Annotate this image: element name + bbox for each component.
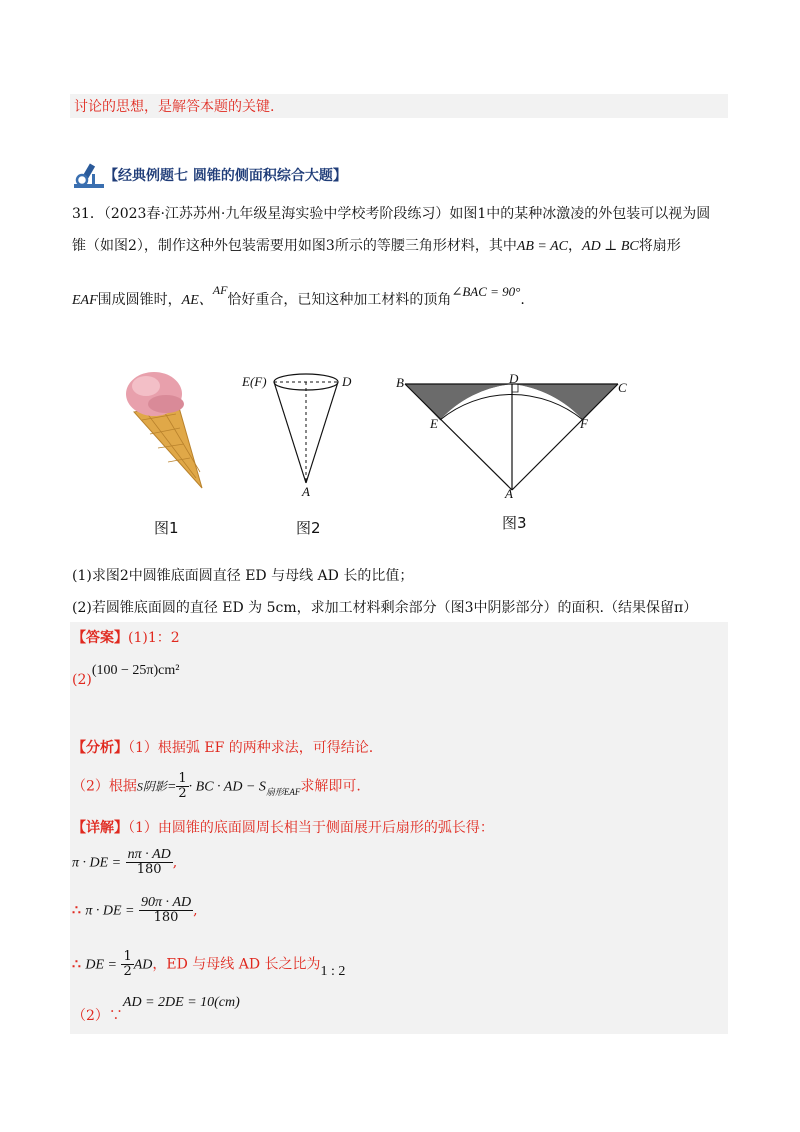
problem-line-1: 31．（2023春·江苏苏州·九年级星海实验中学校考阶段练习）如图1中的某种冰激凌的外包装可以视为圆 [72,206,711,222]
problem-line-2 [72,236,681,257]
caption-fig-1: 图1 [154,519,179,537]
answer-2-prefix: (2) [72,672,92,688]
answer-2-expr: (100 − 25π)cm² [91,663,180,678]
caption-fig-2: 图2 [296,519,321,537]
detail-eq-4 [72,995,240,1024]
question-1: (1)求图2中圆锥底面圆直径 ED 与母线 AD 长的比值； [72,568,414,584]
eq1-end: , [172,854,178,871]
detail-line-1 [72,818,494,838]
math-eaf: EAF [72,293,98,308]
eq1-num: nπ · AD [127,847,171,862]
math-bc-ad: · BC · AD − S [188,779,266,795]
eq1-den: 180 [136,862,162,877]
eq2-num: 90π · AD [140,895,192,910]
eq3-rhs: AD [133,957,153,973]
problem-line-3 [72,283,525,311]
problem-sep: ， [568,238,583,254]
eq4: AD = 2DE = 10(cm) [122,995,240,1010]
eq2-den: 180 [153,910,179,925]
math-ae: AE、 [181,293,213,308]
detail-eq-3 [72,950,345,979]
therefore-symbol: ∴ [72,956,81,973]
math-s-shade: S阴影 [136,779,167,794]
analysis-text-2b: 求解即可. [300,778,361,795]
analysis-label: 【分析】 [72,740,128,756]
detail-eq-2 [72,896,198,925]
because-prefix: （2）∵ [72,1008,123,1024]
math-half [176,772,188,801]
math-ad-perp-bc: AD ⊥ BC [582,239,639,254]
eq1-frac [126,848,173,877]
detail-eq-1 [72,848,177,877]
frac-den: 2 [178,786,187,801]
microscope-icon [72,160,106,190]
math-sub-sector: 扇形EAF [265,786,301,797]
top-note-text: 讨论的思想，是解答本题的关键. [74,99,275,115]
question-2: (2)若圆锥底面圆的直径 ED 为 5cm，求加工材料剩余部分（图3中阴影部分）的面积.（结果保留π） [72,600,698,616]
math-ab-ac: AB = AC [516,239,569,254]
math-af: AF [212,283,228,297]
therefore-symbol: ∴ [72,902,81,919]
math-angle-bac: ∠BAC = 90° [451,284,521,299]
analysis-line-1 [72,738,373,758]
eq2-lhs: π · DE = [85,903,135,919]
answer-1: (1)1：2 [128,630,180,646]
eq3-den: 2 [123,964,132,979]
analysis-line-2 [72,772,361,801]
fig2-label-d: D [342,374,352,389]
eq2-end: , [193,902,198,919]
answer-label: 【答案】 [72,630,128,646]
detail-label: 【详解】 [72,820,128,836]
caption-fig-3: 图3 [502,514,527,532]
fig2-label-ef: E(F) [242,374,267,389]
problem-text: . [520,292,525,308]
eq1-lhs: π · DE = [72,855,122,871]
answer-line-2 [72,660,180,688]
figure-1-ice-cream [116,360,216,505]
eq3-text: ，ED 与母线 AD 长之比为 [152,956,321,973]
detail-text-1: （1）由圆锥的底面圆周长相当于侧面展开后扇形的弧长得： [128,820,494,836]
frac-num: 1 [178,771,187,786]
eq3-lhs: DE = [85,957,117,973]
fig3-label-e: E [430,416,438,431]
fig3-label-f: F [580,416,588,431]
eq3-ratio: 1 : 2 [320,963,346,979]
answer-line-1 [72,628,180,648]
math-eq: = [166,779,177,795]
fig2-label-a: A [302,484,310,499]
fig3-label-b: B [396,375,404,390]
analysis-text-2a: （2）根据 [72,778,137,795]
fig3-label-c: C [618,380,627,395]
fig3-label-d: D [509,371,519,386]
problem-text: 围成圆锥时， [97,292,182,308]
problem-text: 将扇形 [638,238,681,254]
top-note-box [70,94,728,118]
figure-3-triangle [395,370,635,500]
eq3-frac [121,950,133,979]
problem-text: 恰好重合，已知这种加工材料的顶角 [227,292,452,308]
eq3-num: 1 [123,949,132,964]
section-header [72,160,472,190]
section-title: 【经典例题七 圆锥的侧面积综合大题】 [104,168,347,184]
fig3-label-a: A [505,486,513,501]
eq2-frac [139,896,193,925]
analysis-text-1: （1）根据弧 EF 的两种求法，可得结论. [128,740,374,756]
problem-text: 锥（如图2），制作这种外包装需要用如图3所示的等腰三角形材料，其中 [72,238,517,254]
